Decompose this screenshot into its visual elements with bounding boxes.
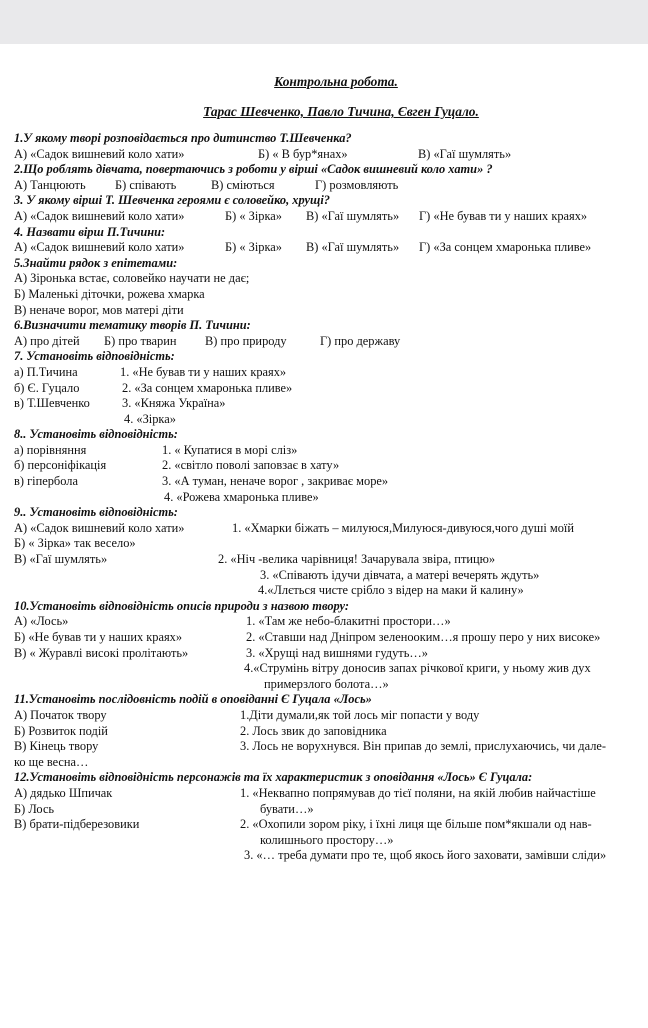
question-3: 3. У якому вірші Т. Шевченка героями є соловейко, хрущі? xyxy=(14,193,330,208)
match-9-row-3 xyxy=(14,552,642,568)
match-8-left-c: в) гіпербола xyxy=(14,474,78,489)
match-12-right-2: 2. «Охопили зором ріку, і їхні лиця ще більше пом*якшали од нав- xyxy=(240,817,592,832)
match-9-row-5 xyxy=(14,583,642,599)
seq-11-right-1: 1.Діти думали,як той лось міг попасти у воду xyxy=(240,707,480,722)
match-7-right-4: 4. «Зірка» xyxy=(124,411,176,426)
answer-6-a: А) про дітей xyxy=(14,333,80,348)
match-8-row-3 xyxy=(14,474,642,490)
match-10-right-2: 2. «Ставши над Дніпром зеленооким…я прошу перо у них високе» xyxy=(246,630,601,644)
answer-3-c: В) «Гаї шумлять» xyxy=(306,208,400,223)
answer-4-a: А) «Садок вишневий коло хати» xyxy=(14,240,185,255)
page-title: Контрольна робота. xyxy=(274,74,398,89)
answer-2-b: Б) співають xyxy=(115,177,177,192)
seq-11-continuation: ко ще весна… xyxy=(14,754,89,769)
match-10-row-4 xyxy=(14,661,642,677)
match-8-row-4 xyxy=(14,490,642,506)
match-9-right-2: 2. «Ніч -велика чарівниця! Зачарувала звіра, птицю» xyxy=(218,552,496,567)
question-5: 5.Знайти рядок з епітетами: xyxy=(14,255,178,270)
answers-1 xyxy=(14,147,642,163)
match-12-right-3: 3. «… треба думати про те, щоб якось його заховати, замівши сліди» xyxy=(244,848,607,863)
answer-4-b: Б) « Зірка» xyxy=(225,240,283,255)
answer-6-b: Б) про тварин xyxy=(104,333,177,348)
answer-5-b: Б) Маленькі діточки, рожева хмарка xyxy=(14,286,205,301)
question-8: 8.. Установіть відповідність: xyxy=(14,427,178,442)
match-12-row-1 xyxy=(14,786,642,802)
answer-4-d: Г) «За сонцем хмаронька пливе» xyxy=(419,240,592,255)
answers-2 xyxy=(14,178,642,194)
question-10: 10.Установіть відповідність описів природи з назвою твору: xyxy=(14,598,350,613)
seq-11-left-c: В) Кінець твору xyxy=(14,739,99,754)
match-12-row-5 xyxy=(14,848,642,864)
match-7-row-1 xyxy=(14,365,642,381)
answer-6-d: Г) про державу xyxy=(320,333,401,348)
answer-6-c: В) про природу xyxy=(205,333,287,348)
match-10-left-c: В) « Журавлі високі пролітають» xyxy=(14,645,189,660)
match-10-right-4: 4.«Струмінь вітру доносив запах річкової криги, у ньому жив дух xyxy=(244,661,591,676)
document-page xyxy=(14,74,642,864)
match-7-left-c: в) Т.Шевченко xyxy=(14,396,90,411)
match-8-left-b: б) персоніфікація xyxy=(14,458,107,473)
seq-11-left-a: А) Початок твору xyxy=(14,707,107,722)
match-12-left-b: Б) Лось xyxy=(14,801,55,816)
match-10-right-4-cont: примерзлого болота…» xyxy=(264,676,389,691)
match-9-left-a: А) «Садок вишневий коло хати» xyxy=(14,520,185,535)
match-8-right-4: 4. «Рожева хмаронька пливе» xyxy=(164,489,319,504)
seq-11-left-b: Б) Розвиток подій xyxy=(14,723,108,738)
match-10-row-5 xyxy=(14,677,642,693)
match-8-right-2: 2. «світло поволі заповзає в хату» xyxy=(162,458,340,473)
match-9-row-4 xyxy=(14,568,642,584)
match-7-right-1: 1. «Не бував ти у наших краях» xyxy=(120,364,287,379)
match-12-row-4 xyxy=(14,833,642,849)
seq-11-right-3: 3. Лось не ворухнувся. Він припав до землі, прислухаючись, чи дале- xyxy=(240,739,607,754)
answer-3-d: Г) «Не бував ти у наших краях» xyxy=(419,208,588,223)
question-1: 1.У якому творі розповідається про дитинство Т.Шевченка? xyxy=(14,131,352,145)
answer-1-b: Б) « В бур*янах» xyxy=(258,146,348,161)
match-7-left-b: б) Є. Гуцало xyxy=(14,380,80,395)
match-10-right-3: 3. «Хрущі над вишнями гудуть…» xyxy=(246,645,428,660)
match-8-left-a: а) порівняння xyxy=(14,442,87,457)
match-7-right-2: 2. «За сонцем хмаронька пливе» xyxy=(122,380,293,395)
answer-2-a: А) Танцюють xyxy=(14,177,86,192)
question-4: 4. Назвати вірш П.Тичини: xyxy=(14,224,166,239)
match-9-row-1 xyxy=(14,521,642,537)
seq-11-row-2 xyxy=(14,724,642,740)
question-2: 2.Що роблять дівчата, повертаючись з роботи у вірші «Садок вишневий коло хати» ? xyxy=(14,162,493,177)
match-12-row-2 xyxy=(14,802,642,818)
match-9-right-1: 1. «Хмарки біжать – милуюся,Милуюся-дивуюся,чого душі моїй xyxy=(232,520,574,535)
match-12-right-1: 1. «Неквапно попрямував до тієї поляни, на якій любив найчастіше xyxy=(240,785,596,800)
answers-4 xyxy=(14,240,642,256)
match-12-row-3 xyxy=(14,817,642,833)
match-10-row-3 xyxy=(14,646,642,662)
match-12-left-c: В) брати-підберезовики xyxy=(14,817,140,832)
match-10-right-1: 1. «Там же небо-блакитні простори…» xyxy=(246,614,451,629)
answer-1-a: А) «Садок вишневий коло хати» xyxy=(14,146,185,161)
match-9-right-3: 3. «Співають ідучи дівчата, а матері вечерять ждуть» xyxy=(260,567,540,582)
match-7-left-a: а) П.Тичина xyxy=(14,364,78,379)
answers-6 xyxy=(14,334,642,350)
answer-4-c: В) «Гаї шумлять» xyxy=(306,240,400,255)
match-12-right-1-cont: бувати…» xyxy=(260,801,314,816)
match-9-left-b: Б) « Зірка» так весело» xyxy=(14,536,136,551)
match-10-left-b: Б) «Не бував ти у наших краях» xyxy=(14,630,183,644)
question-7: 7. Установіть відповідність: xyxy=(14,349,175,364)
answer-1-c: В) «Гаї шумлять» xyxy=(418,146,512,161)
match-8-row-2 xyxy=(14,458,642,474)
answer-3-a: А) «Садок вишневий коло хати» xyxy=(14,208,185,223)
answer-2-d: Г) розмовляють xyxy=(315,177,399,192)
question-6: 6.Визначити тематику творів П. Тичини: xyxy=(14,318,251,333)
match-9-left-c: В) «Гаї шумлять» xyxy=(14,552,108,567)
answer-3-b: Б) « Зірка» xyxy=(225,208,283,223)
seq-11-right-2: 2. Лось звик до заповідника xyxy=(240,723,387,738)
match-7-row-3 xyxy=(14,396,642,412)
match-12-left-a: А) дядько Шпичак xyxy=(14,785,113,800)
answer-5-c: В) неначе ворог, мов матері діти xyxy=(14,302,184,317)
answer-5-a: А) Зіронька встає, соловейко научати не дає; xyxy=(14,271,250,286)
top-bar xyxy=(0,0,648,44)
match-12-right-2-cont: колишнього простору…» xyxy=(260,832,394,847)
page-subtitle: Тарас Шевченко, Павло Тичина, Євген Гуцало. xyxy=(203,104,479,119)
seq-11-row-3 xyxy=(14,739,642,755)
answer-2-c: В) сміються xyxy=(211,177,275,192)
match-10-row-1 xyxy=(14,614,642,630)
match-7-row-4 xyxy=(14,412,642,428)
match-8-right-3: 3. «А туман, неначе ворог , закриває море» xyxy=(162,474,389,489)
match-9-row-2 xyxy=(14,536,642,552)
match-8-row-1 xyxy=(14,443,642,459)
seq-11-row-1 xyxy=(14,708,642,724)
answers-3 xyxy=(14,209,642,225)
match-8-right-1: 1. « Купатися в морі сліз» xyxy=(162,442,298,457)
question-9: 9.. Установіть відповідність: xyxy=(14,505,178,520)
match-10-row-2 xyxy=(14,630,642,646)
match-7-right-3: 3. «Княжа Україна» xyxy=(122,396,226,411)
question-12: 12.Установіть відповідність персонажів та їх характеристик з оповідання «Лось» Є Гуцала: xyxy=(14,770,533,785)
match-10-left-a: А) «Лось» xyxy=(14,614,69,629)
match-7-row-2 xyxy=(14,381,642,397)
match-9-right-4: 4.«Ллється чисте срібло з відер на маки й калину» xyxy=(258,583,524,598)
question-11: 11.Установіть послідовність подій в оповіданні Є Гуцала «Лось» xyxy=(14,692,372,707)
